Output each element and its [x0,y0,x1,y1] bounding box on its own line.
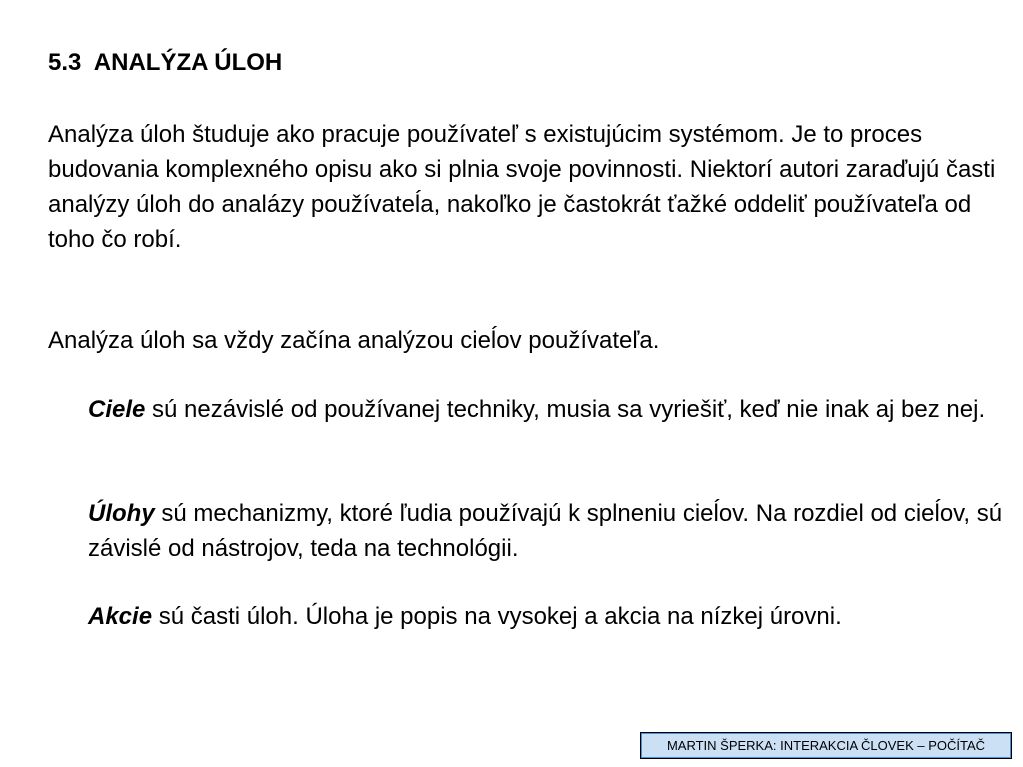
definition-tasks [88,496,1003,566]
intro-paragraph: Analýza úloh študuje ako pracuje používateľ s existujúcim systémom. Je to proces budovania komplexného opisu ako si plnia svoje povinnosti. Niektorí autori zaraďujú časti analýzy úloh do analázy používateĺa, nakoľko je častokrát ťažké oddeliť používateľa od toho čo robí. [48,121,996,253]
definition-term: Akcie [88,603,153,630]
definition-actions [88,599,1003,634]
definition-text: sú časti úloh. Úloha je popis na vysokej a akcia na nízkej úrovni. [152,603,842,630]
definition-term: Ciele [88,396,146,423]
definition-term: Úlohy [88,500,155,527]
footer-author-label: MARTIN ŠPERKA: INTERAKCIA ČLOVEK – POČÍTAČ [640,732,1012,759]
slide-title: 5.3 ANALÝZA ÚLOH [48,49,283,76]
goals-analysis-paragraph: Analýza úloh sa vždy začína analýzou cieĺov používateľa. [48,327,660,354]
definition-text: sú mechanizmy, ktoré ľudia používajú k splneniu cieĺov. Na rozdiel od cieĺov, sú závislé od nástrojov, teda na technológii. [88,500,1003,562]
definition-goals [88,392,1003,427]
definition-text: sú nezávislé od používanej techniky, musia sa vyriešiť, keď nie inak aj bez nej. [145,396,986,423]
